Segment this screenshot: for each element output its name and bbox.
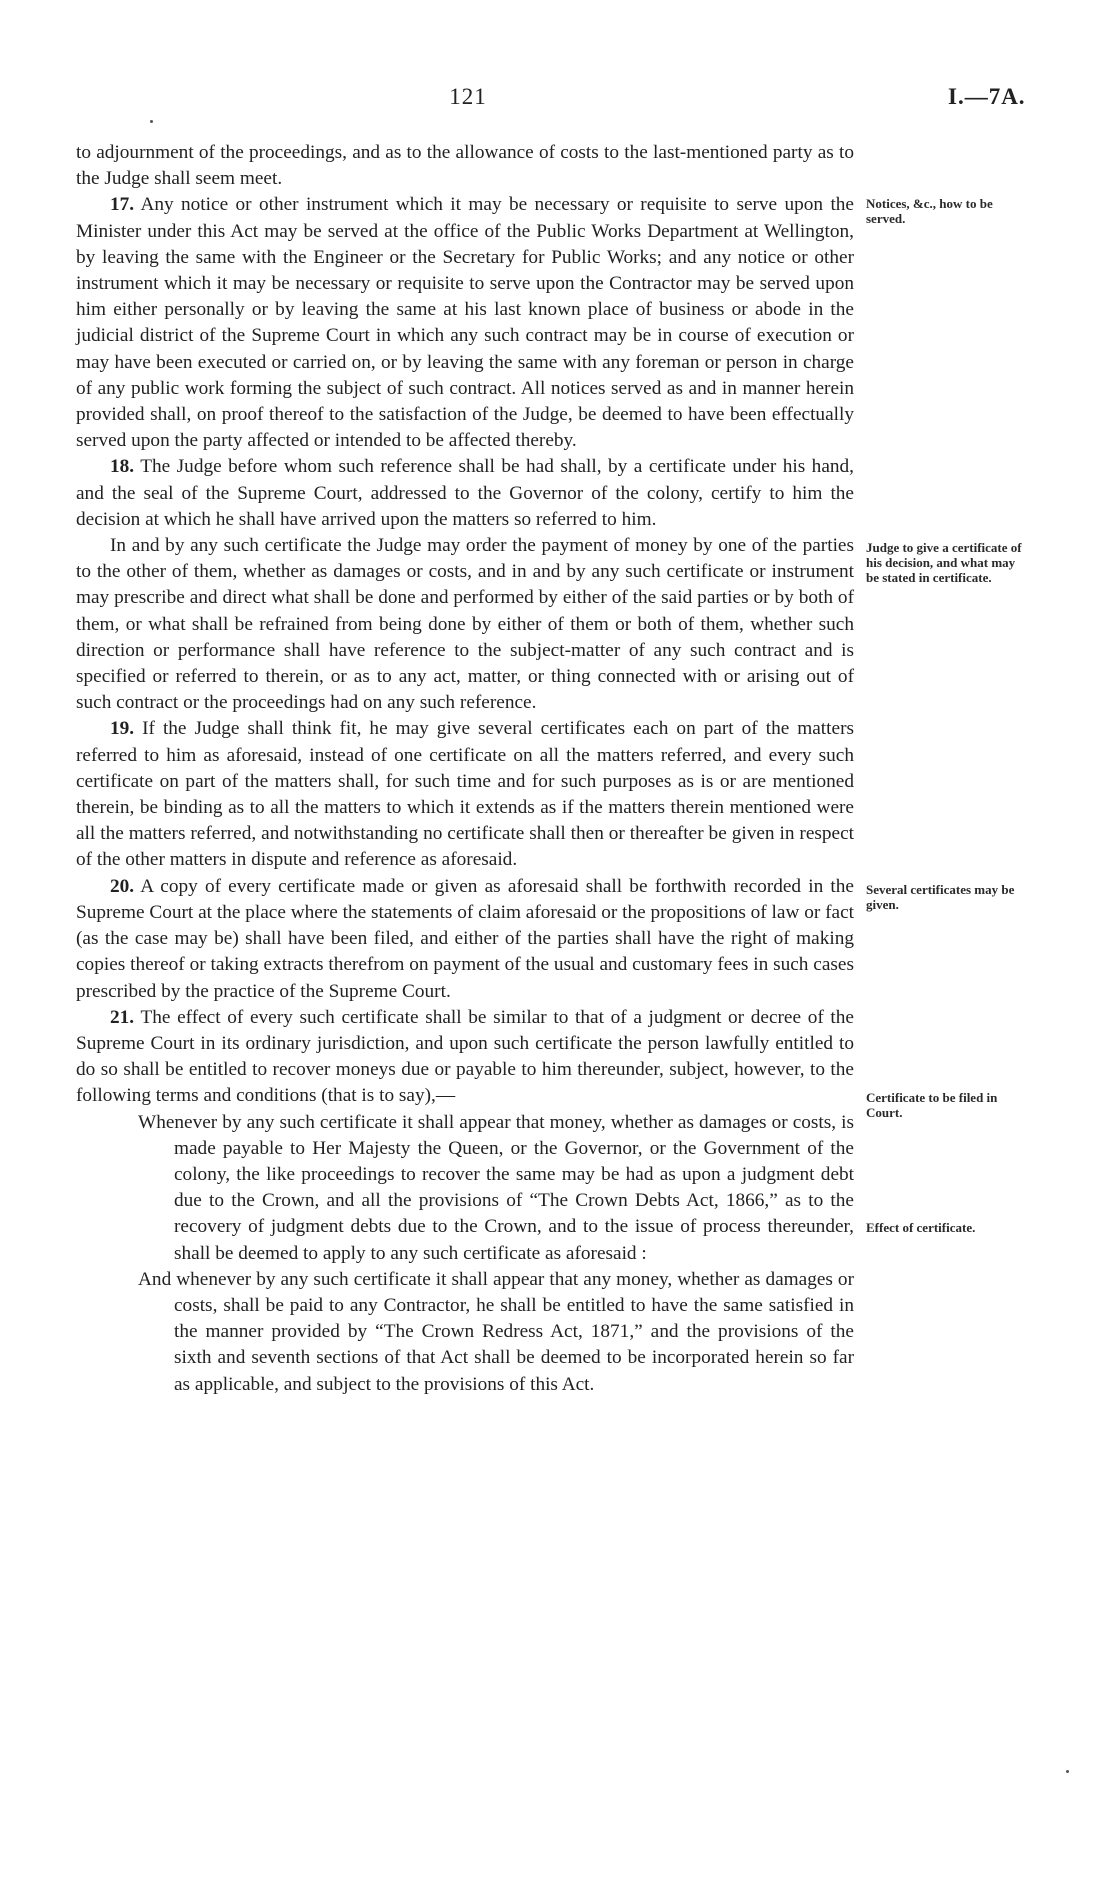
margin-note-certificate-filed: Certificate to be filed in Court. (866, 1090, 998, 1120)
section-19 (76, 716, 854, 873)
proviso-crown-debts: Whenever by any such certificate it shall appear that money, whether as damages or costs, is made payable to Her Majesty the Queen, or the Governor, or the Government of the colony, the like proceedings to recover the same may be had as upon a judgment debt due to the Crown, and all the provisions of “The Crown Debts Act, 1866,” as to the recovery of judgment debts due to the Crown, and to the issue of process thereunder, shall be deemed to apply to any such certificate as aforesaid : (138, 1111, 854, 1264)
section-text: Any notice or other instrument which it may be necessary or requisite to serve upon the Minister under this Act may be served at the office of the Public Works Department at Wellington, by leaving the same with the Engineer or the Secretary for Public Works; and any notice or other instrument which it may be necessary or requisite to serve upon the Contractor may be served upon him either personally or by leaving the same at his last known place of business or abode in the judicial district of the Supreme Court in which any such contract may be in course of execution or may have been executed or carried on, or by leaving the same with any foreman or person in charge of any public work forming the subject of such contract. All notices served as and in manner herein provided shall, on proof thereof to the satisfaction of the Judge, be deemed to have been effectually served upon the party affected or intended to be affected thereby. (76, 194, 854, 452)
section-text: If the Judge shall think fit, he may give several certificates each on part of the matters referred to him as aforesaid, instead of one certificate on all the matters referred, and every such certificate on part of the matters shall, for such time and for such purposes as is or are mentioned therein, be binding as to all the matters to which it extends as if the matters therein mentioned were all the matters referred, and notwithstanding no certificate shall then or thereafter be given in respect of the other matters in dispute and reference as aforesaid. (76, 718, 855, 871)
margin-note-notices: Notices, &c., how to be served. (866, 196, 993, 226)
section-18-continued (76, 533, 854, 716)
section-number: 21. (110, 1006, 135, 1028)
section-number: 20. (110, 875, 135, 897)
section-text: The Judge before whom such reference shall be had shall, by a certificate under his hand, and the seal of the Supreme Court, addressed to the Governor of the colony, certify to him the decision at which he shall have arrived upon the matters so referred to him. (76, 456, 854, 530)
section-17 (76, 192, 854, 454)
section-number: 19. (110, 718, 135, 740)
page-number: 121 (449, 84, 487, 109)
margin-note-effect: Effect of certificate. (866, 1220, 976, 1235)
proviso-crown-redress: And whenever by any such certificate it shall appear that any money, whether as damages or costs, shall be paid to any Contractor, he shall be entitled to have the same satisfied in the manner provided by “The Crown Redress Act, 1871,” and the provisions of the sixth and seventh sections of that Act shall be deemed to be incorporated herein so far as applicable, and subject to the provisions of this Act. (138, 1268, 854, 1395)
paper-speck (150, 120, 153, 123)
section-text: A copy of every certificate made or given as aforesaid shall be forthwith recorded in the Supreme Court at the place where the statements of claim aforesaid or the propositions of law or fact (as the case may be) shall have been filed, and either of the parties shall have the right of making copies thereof or taking extracts therefrom on payment of the usual and customary fees in such cases prescribed by the practice of the Supreme Court. (76, 875, 854, 1002)
paper-speck (1066, 1770, 1069, 1773)
document-reference: I.—7A. (948, 84, 1026, 109)
section-18 (76, 454, 854, 533)
paragraph-text: to adjournment of the proceedings, and as to the allowance of costs to the last-mentioned party as to the Judge shall seem meet. (76, 142, 854, 190)
section-20 (76, 874, 854, 1005)
section-21 (76, 1005, 854, 1110)
section-number: 18. (110, 456, 135, 478)
paragraph-continuation (76, 140, 854, 192)
margin-note-several-certificates: Several certificates may be given. (866, 882, 1015, 912)
margin-note-judge-certificate: Judge to give a certificate of his decision, and what may be stated in certificate. (866, 540, 1022, 585)
section-text: In and by any such certificate the Judge may order the payment of money by one of the parties to the other of them, whether as damages or costs, and in and by any such certificate or instrument may prescribe and direct what shall be done and performed by either of the said parties or by both of them, or what shall be refrained from being done by either of them or both of them, whether such direction or performance shall have reference to the subject-matter of any such contract and is specified or referred to therein, or as to any act, matter, or thing connected with or arising out of such contract or the proceedings had on any such reference. (76, 535, 854, 714)
section-number: 17. (110, 194, 135, 216)
body-text (76, 140, 854, 1398)
section-text: The effect of every such certificate shall be similar to that of a judgment or decree of the Supreme Court in its ordinary jurisdiction, and upon such certificate the person lawfully entitled to do so shall be entitled to recover moneys due or payable to him thereunder, subject, however, to the following terms and conditions (that is to say),— (76, 1006, 854, 1107)
